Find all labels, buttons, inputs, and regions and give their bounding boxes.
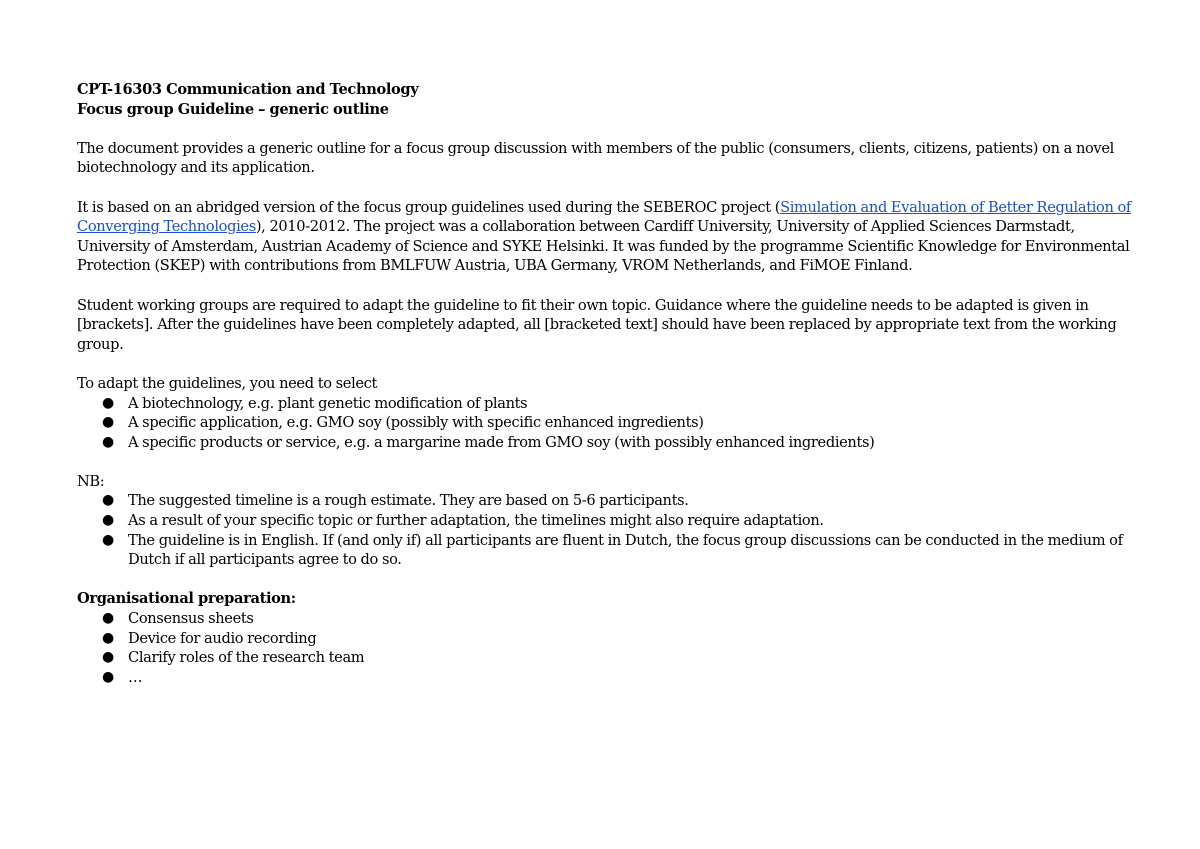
bullet-icon: ●	[102, 629, 114, 646]
bullet-icon: ●	[102, 433, 114, 450]
list-item	[77, 531, 1137, 570]
list-item-text: A biotechnology, e.g. plant genetic modification of plants	[128, 394, 528, 412]
bullet-icon: ●	[102, 610, 114, 627]
spacer	[77, 452, 1137, 472]
bullet-icon: ●	[102, 512, 114, 529]
document-page	[77, 80, 1137, 687]
list-item-text: The suggested timeline is a rough estimate. They are based on 5-6 participants.	[128, 492, 689, 510]
nb-label: NB:	[77, 472, 105, 490]
adapt-paragraph: Student working groups are required to adapt the guideline to fit their own topic. Guidance where the guideline needs to be adapted is given in [brackets]. After the guidelines have been completely adapted, all [bracketed text] should have been replaced by appropriate text from the working group.	[77, 296, 1117, 353]
list-item	[77, 433, 1137, 453]
spacer	[77, 119, 1137, 139]
list-item-text: A specific products or service, e.g. a margarine made from GMO soy (with possibly enhanced ingredients)	[128, 433, 875, 451]
select-intro: To adapt the guidelines, you need to select	[77, 374, 378, 392]
basis-text-before-link: It is based on an abridged version of the focus group guidelines used during the SEBEROC project (	[77, 198, 781, 216]
bullet-icon: ●	[102, 394, 114, 411]
list-item-text: A specific application, e.g. GMO soy (possibly with specific enhanced ingredients)	[128, 414, 704, 432]
select-list	[77, 394, 1137, 453]
list-item	[77, 668, 1137, 688]
prep-title: Organisational preparation:	[77, 590, 296, 608]
list-item	[77, 491, 1137, 511]
list-item	[77, 394, 1137, 414]
spacer	[77, 178, 1137, 198]
seberoc-project-link[interactable]: Simulation and Evaluation of Better Regulation of Converging Technologies	[77, 198, 1131, 236]
document-subtitle: Focus group Guideline – generic outline	[77, 100, 389, 118]
spacer	[77, 354, 1137, 374]
basis-paragraph	[77, 198, 1137, 276]
list-item	[77, 413, 1137, 433]
list-item	[77, 511, 1137, 531]
list-item-text: Clarify roles of the research team	[128, 649, 365, 667]
basis-text-after-link: ), 2010-2012. The project was a collaboration between Cardiff University, University of Applied Sciences Darmstadt, University of Amsterdam, Austrian Academy of Science and SYKE Helsinki. It was funded by the programme Scientific Knowledge for Environmental Protection (SKEP) with contributions from BMLFUW Austria, UBA Germany, VROM Netherlands, and FiMOE Finland.	[77, 218, 1130, 275]
list-item	[77, 648, 1137, 668]
prep-list	[77, 609, 1137, 687]
bullet-icon: ●	[102, 668, 114, 685]
list-item-text: Device for audio recording	[128, 629, 317, 647]
intro-paragraph: The document provides a generic outline for a focus group discussion with members of the public (consumers, clients, citizens, patients) on a novel biotechnology and its application.	[77, 139, 1114, 177]
bullet-icon: ●	[102, 414, 114, 431]
list-item	[77, 629, 1137, 649]
list-item-text: …	[128, 668, 143, 686]
spacer	[77, 276, 1137, 296]
bullet-icon: ●	[102, 492, 114, 509]
spacer	[77, 570, 1137, 590]
bullet-icon: ●	[102, 531, 114, 548]
nb-list	[77, 491, 1137, 569]
bullet-icon: ●	[102, 649, 114, 666]
document-title: CPT-16303 Communication and Technology	[77, 81, 419, 98]
list-item-text: The guideline is in English. If (and only if) all participants are fluent in Dutch, the focus group discussions can be conducted in the medium of Dutch if all participants agree to do so.	[128, 531, 1123, 569]
list-item	[77, 609, 1137, 629]
list-item-text: As a result of your specific topic or further adaptation, the timelines might also require adaptation.	[128, 512, 824, 530]
list-item-text: Consensus sheets	[128, 610, 254, 628]
